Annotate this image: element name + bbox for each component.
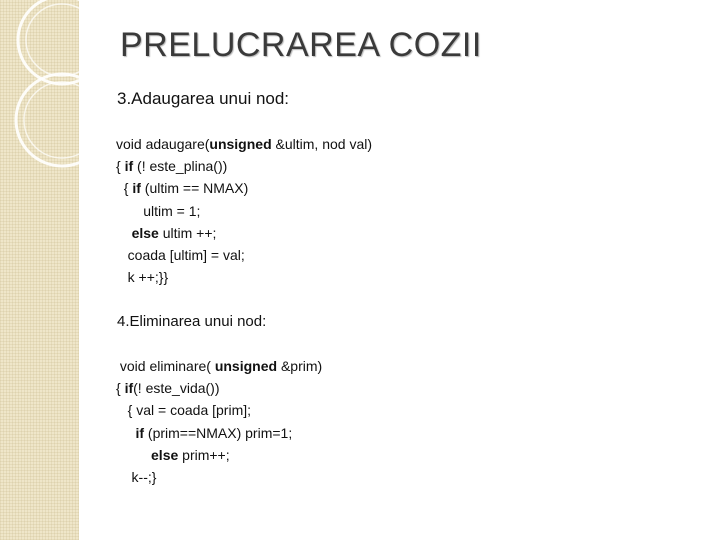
- code-text: k--;}: [116, 468, 157, 485]
- code-keyword: unsigned: [209, 136, 272, 152]
- code-line: [116, 133, 372, 155]
- code-line: [116, 266, 372, 288]
- code-text: { val = coada [prim];: [116, 402, 252, 419]
- code-keyword: if: [124, 158, 134, 175]
- code-text: &prim): [277, 358, 323, 374]
- code-keyword: else: [131, 224, 159, 241]
- code-line: [116, 466, 322, 488]
- code-keyword: else: [151, 446, 179, 463]
- code-keyword: if: [132, 180, 141, 197]
- code-keyword: unsigned: [214, 358, 278, 374]
- code-text: void: [116, 136, 146, 152]
- code-keyword: if: [124, 380, 134, 397]
- code-line: [116, 200, 372, 222]
- code-text: eliminare(: [149, 358, 215, 374]
- code-text: (! este_vida()): [133, 380, 220, 397]
- code-block-add-node: [116, 133, 372, 288]
- code-keyword: if: [135, 424, 145, 441]
- code-text: (prim==NMAX) prim=1;: [144, 424, 293, 441]
- code-text: {: [116, 158, 125, 175]
- code-line: [116, 399, 322, 421]
- code-line: [116, 377, 322, 399]
- section-heading-remove-node: 4.Eliminarea unui nod:: [117, 313, 267, 330]
- code-text: k ++;}}: [116, 269, 169, 286]
- code-text: ultim = 1;: [116, 202, 201, 219]
- code-text: void: [116, 358, 150, 374]
- code-text: {: [116, 180, 133, 197]
- code-text: &ultim, nod val): [271, 136, 373, 152]
- decorative-side-band: [0, 0, 79, 540]
- code-text: {: [116, 380, 125, 397]
- code-text: prim++;: [178, 446, 230, 463]
- code-block-remove-node: [116, 355, 322, 488]
- section-heading-add-node: 3.Adaugarea unui nod:: [117, 89, 290, 108]
- code-text: (ultim == NMAX): [140, 180, 249, 197]
- code-line: [116, 177, 372, 199]
- code-text: ultim ++;: [158, 224, 217, 241]
- slide-title: PRELUCRAREA COZII: [120, 26, 482, 64]
- code-line: [116, 444, 322, 466]
- code-text: (! este_plina()): [133, 158, 228, 175]
- code-line: [116, 222, 372, 244]
- code-text: [116, 225, 132, 241]
- code-text: coada [ultim] = val;: [116, 246, 245, 263]
- code-line: [116, 155, 372, 177]
- code-text: [116, 447, 151, 463]
- code-line: [116, 244, 372, 266]
- code-text: adaugare(: [145, 136, 210, 152]
- code-line: [116, 355, 322, 377]
- code-line: [116, 422, 322, 444]
- code-text: [116, 425, 135, 441]
- decorative-circles-graphic: [0, 0, 79, 540]
